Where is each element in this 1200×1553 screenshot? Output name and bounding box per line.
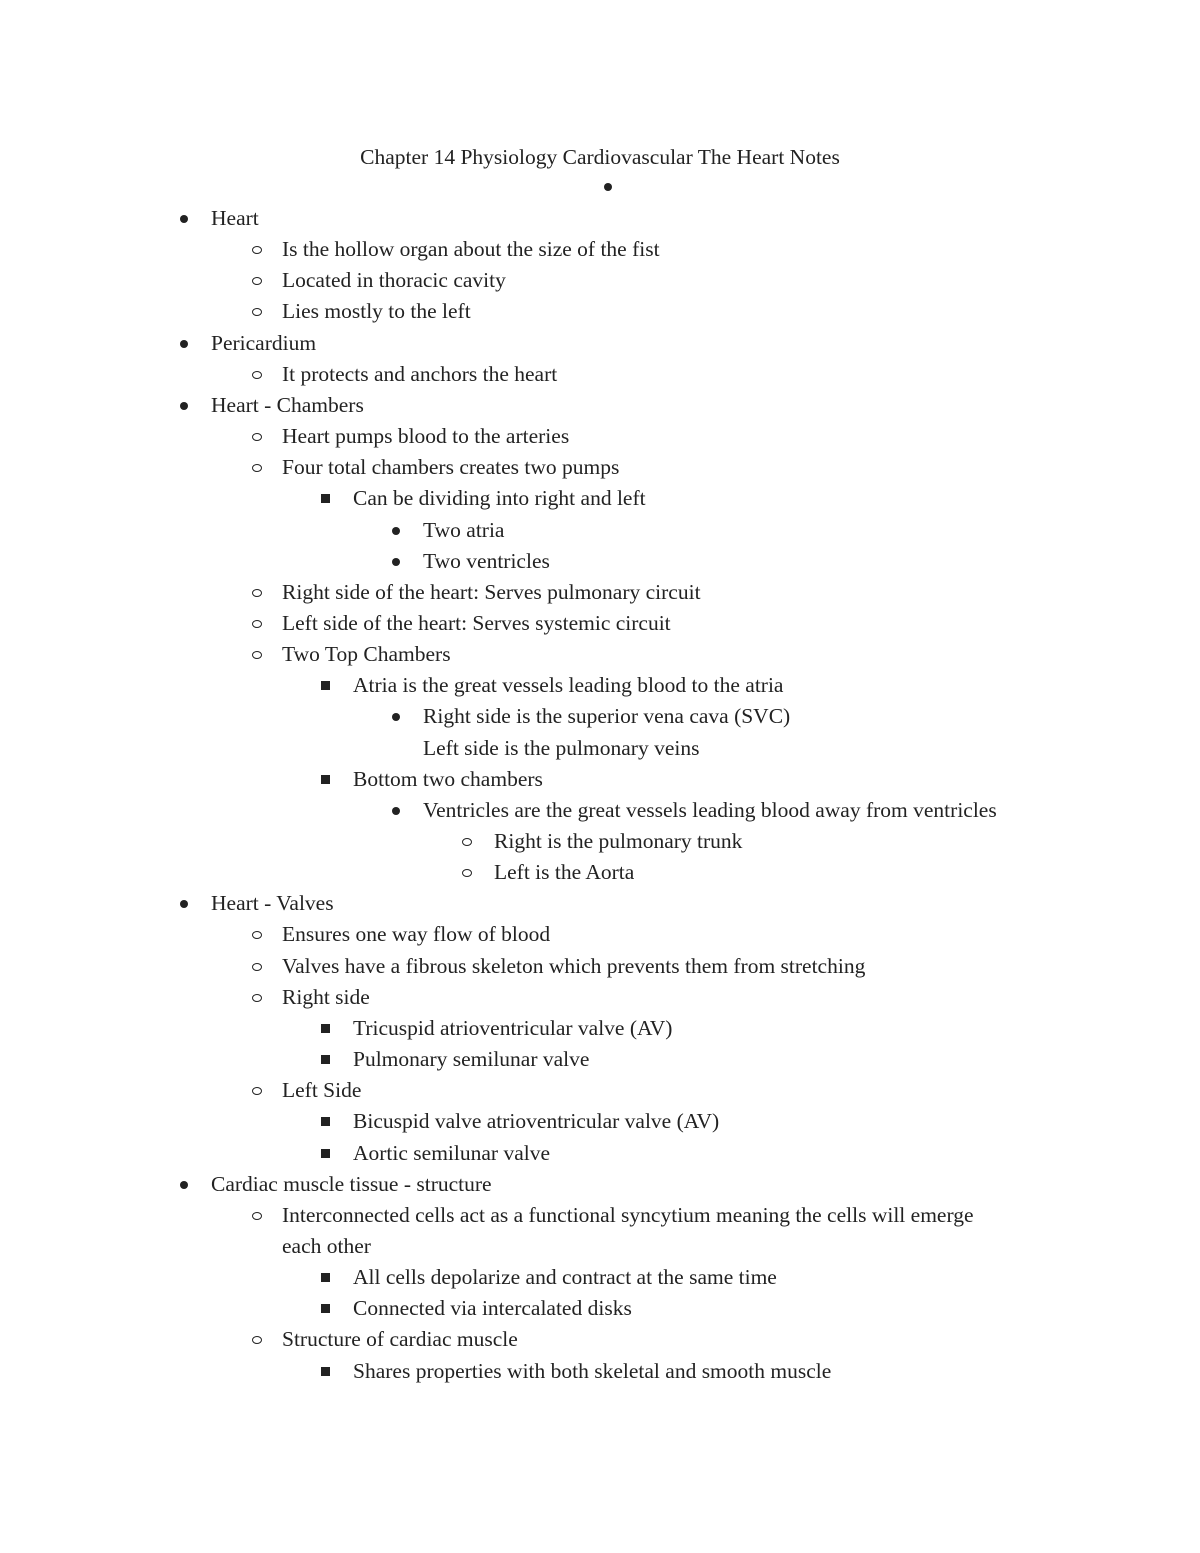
hollow-bullet-icon [462,869,472,877]
outline-item-text: Shares properties with both skeletal and smooth muscle [353,1358,832,1383]
outline-item-text: Left side is the pulmonary veins [423,735,700,760]
bullet-icon [392,558,400,566]
outline-item-text: Heart - Chambers [211,392,364,417]
hollow-bullet-icon [252,1336,262,1344]
outline-item-text: All cells depolarize and contract at the same time [353,1265,777,1290]
outline-item-text: Valves have a fibrous skeleton which prevents them from stretching [282,953,866,978]
outline-item-text: Two Top Chambers [282,642,451,667]
outline-item-text: Two ventricles [423,548,550,573]
outline-item-text: Bicuspid valve atrioventricular valve (AV) [353,1109,720,1134]
bullet-icon [180,340,188,348]
hollow-bullet-icon [252,464,262,472]
outline-item-text: Pulmonary semilunar valve [353,1047,590,1072]
outline-item-text: Ensures one way flow of blood [282,922,551,947]
square-bullet-icon [321,1055,330,1064]
outline-item-text: Aortic semilunar valve [353,1140,551,1165]
hollow-bullet-icon [252,931,262,939]
square-bullet-icon [321,775,330,784]
hollow-bullet-icon [252,963,262,971]
hollow-bullet-icon [252,308,262,316]
bullet-icon [392,807,400,815]
title-bullet-icon [604,183,612,191]
outline-item-text: Right side of the heart: Serves pulmonary circuit [282,579,701,604]
square-bullet-icon [321,1024,330,1033]
outline-item-text: Is the hollow organ about the size of the fist [282,237,660,262]
outline-item-text: Two atria [423,517,505,542]
bullet-icon [180,215,188,223]
square-bullet-icon [321,1149,330,1158]
outline-item-continuation: each other [282,1233,371,1258]
outline-item-text: Cardiac muscle tissue - structure [211,1171,492,1196]
hollow-bullet-icon [462,838,472,846]
outline-item-text: Left side of the heart: Serves systemic circuit [282,610,671,635]
square-bullet-icon [321,1117,330,1126]
outline-item-text: Interconnected cells act as a functional syncytium meaning the cells will emerge [282,1202,974,1227]
hollow-bullet-icon [252,246,262,254]
hollow-bullet-icon [252,371,262,379]
outline-item-text: Can be dividing into right and left [353,486,646,511]
outline-item-text: It protects and anchors the heart [282,361,558,386]
hollow-bullet-icon [252,589,262,597]
hollow-bullet-icon [252,1212,262,1220]
bullet-icon [392,527,400,535]
outline-item-text: Heart [211,206,259,230]
square-bullet-icon [321,1273,330,1282]
square-bullet-icon [321,681,330,690]
outline-item-text: Bottom two chambers [353,766,543,791]
outline-item-text: Right is the pulmonary trunk [494,829,743,853]
square-bullet-icon [321,1367,330,1376]
outline-item-text: Right side [282,984,370,1009]
hollow-bullet-icon [252,433,262,441]
square-bullet-icon [321,1304,330,1313]
outline-item-text: Structure of cardiac muscle [282,1327,518,1352]
square-bullet-icon [321,494,330,503]
outline-item-text: Lies mostly to the left [282,299,471,324]
outline-item-text: Heart - Valves [211,891,334,916]
outline-item-text: Right side is the superior vena cava (SVC) [423,704,791,729]
outline-item-text: Left is the Aorta [494,860,635,885]
hollow-bullet-icon [252,620,262,628]
hollow-bullet-icon [252,277,262,285]
outline-item-text: Atria is the great vessels leading blood to the atria [353,673,784,698]
outline-item-text: Ventricles are the great vessels leading blood away from ventricles [423,797,997,822]
bullet-icon [180,402,188,410]
outline-item-text: Located in thoracic cavity [282,268,506,293]
document-title: Chapter 14 Physiology Cardiovascular The Heart Notes [360,145,840,169]
outline-item-text: Tricuspid atrioventricular valve (AV) [353,1015,673,1040]
hollow-bullet-icon [252,994,262,1002]
outline-item-text: Connected via intercalated disks [353,1296,632,1321]
hollow-bullet-icon [252,1087,262,1095]
outline-item-text: Pericardium [211,330,317,355]
bullet-icon [392,713,400,721]
outline-item-text: Heart pumps blood to the arteries [282,424,570,449]
bullet-icon [180,900,188,908]
outline-item-text: Left Side [282,1078,362,1103]
bullet-icon [180,1181,188,1189]
hollow-bullet-icon [252,651,262,659]
outline-item-text: Four total chambers creates two pumps [282,455,620,480]
